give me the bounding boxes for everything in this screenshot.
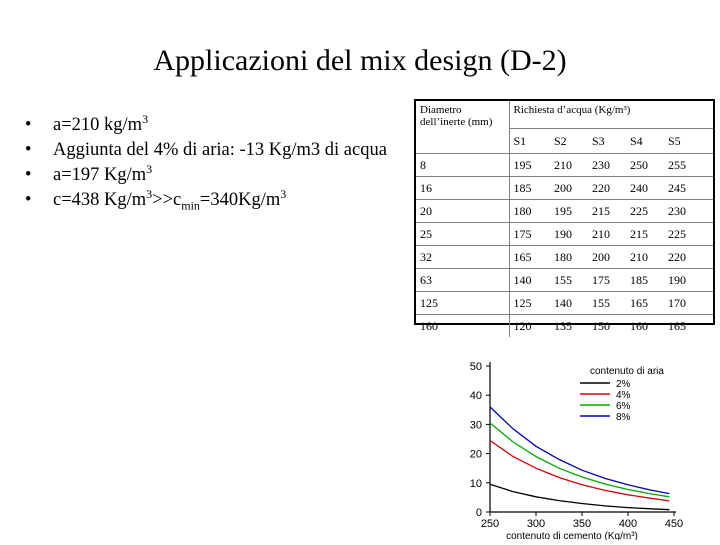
x-tick-label: 450 [664,518,684,530]
bullet-item [25,161,405,186]
water-cell: 210 [626,246,664,269]
x-tick-label: 300 [526,518,546,530]
water-cell: 185 [509,177,550,200]
water-demand-table [414,99,715,333]
water-cell: 200 [550,177,588,200]
water-cell: 215 [626,223,664,246]
y-tick-label: 50 [469,361,482,373]
slide-title: Applicazioni del mix design (D-2) [153,44,567,77]
water-cell: 220 [588,177,626,200]
bullet-text: a=197 Kg/m [53,165,147,185]
table-row [416,177,713,200]
bullet-marker: • [25,115,32,135]
y-tick-label: 30 [469,419,482,432]
water-cell: 170 [664,292,713,315]
water-cell: 220 [664,246,713,269]
legend-title: contenuto di aria [590,366,664,377]
bullet-marker: • [25,140,32,160]
table-row [416,292,713,315]
water-cell: 210 [588,223,626,246]
column-header: S4 [626,129,664,154]
diameter-cell: 16 [416,177,509,200]
water-cell: 190 [664,269,713,292]
water-cell: 120 [509,315,550,338]
bullet-item [25,140,405,161]
water-cell: 195 [550,200,588,223]
water-cell: 160 [626,315,664,338]
water-cell: 150 [588,315,626,338]
water-cell: 230 [588,154,626,177]
diameter-cell: 25 [416,223,509,246]
water-cell: 250 [626,154,664,177]
air-content-chart [442,352,692,540]
diameter-cell: 125 [416,292,509,315]
diameter-cell: 160 [416,315,509,338]
legend-label: 4% [616,390,631,401]
water-cell: 165 [664,315,713,338]
table-row [416,269,713,292]
column-header: S3 [588,129,626,154]
legend-label: 6% [616,401,631,412]
bullet-text: >>c [152,190,182,210]
water-cell: 155 [588,292,626,315]
subscript: min [181,198,200,213]
table-row [416,315,713,338]
table-row [416,246,713,269]
water-cell: 195 [509,154,550,177]
y-tick-label: 10 [469,477,482,490]
y-tick-label: 20 [469,448,482,461]
table-header-row [416,101,713,129]
water-cell: 155 [550,269,588,292]
superscript: 3 [142,111,149,126]
bullet-item [25,186,405,213]
legend-label: 8% [616,412,631,423]
water-cell: 175 [509,223,550,246]
column-header: S1 [509,129,550,154]
bullet-text: a=210 kg/m [53,115,143,135]
water-cell: 135 [550,315,588,338]
column-header: S5 [664,129,713,154]
header-diameter: Diametro dell’inerte (mm) [416,101,509,154]
water-cell: 215 [588,200,626,223]
water-cell: 125 [509,292,550,315]
diameter-cell: 8 [416,154,509,177]
water-cell: 190 [550,223,588,246]
water-cell: 225 [626,200,664,223]
water-cell: 245 [664,177,713,200]
series-line-6pct [490,423,669,497]
water-cell: 230 [664,200,713,223]
water-cell: 175 [588,269,626,292]
header-water-demand: Richiesta d’acqua (Kg/m³) [513,104,631,116]
bullet-text: Aggiunta del 4% di aria: -13 Kg/m3 di acqua [53,140,387,160]
x-tick-label: 400 [618,518,638,530]
bullet-text: c=438 Kg/m [53,190,147,210]
x-tick-label: 350 [572,518,592,530]
table-row [416,200,713,223]
water-cell: 140 [509,269,550,292]
superscript: 3 [146,186,153,201]
diameter-cell: 32 [416,246,509,269]
water-cell: 255 [664,154,713,177]
legend-label: 2% [616,379,631,390]
water-cell: 180 [550,246,588,269]
water-cell: 200 [588,246,626,269]
bullet-list [25,111,405,215]
x-axis-label: contenuto di cemento (Kg/m³) [506,531,638,540]
y-tick-label: 0 [475,507,482,519]
water-cell: 185 [626,269,664,292]
water-cell: 165 [626,292,664,315]
chart-svg [442,352,692,540]
water-cell: 210 [550,154,588,177]
diameter-cell: 20 [416,200,509,223]
superscript: 3 [146,161,153,176]
water-cell: 225 [664,223,713,246]
water-cell: 180 [509,200,550,223]
water-cell: 140 [550,292,588,315]
table-row [416,154,713,177]
water-cell: 240 [626,177,664,200]
diameter-cell: 63 [416,269,509,292]
bullet-marker: • [25,165,32,185]
superscript: 3 [280,186,287,201]
bullet-text: =340Kg/m [199,190,281,210]
y-tick-label: 40 [469,390,482,403]
bullet-item [25,111,405,136]
table [416,101,713,337]
column-header: S2 [550,129,588,154]
bullet-marker: • [25,190,32,210]
x-tick-label: 250 [480,518,500,530]
series-line-8pct [490,407,669,494]
table-row [416,223,713,246]
water-cell: 165 [509,246,550,269]
